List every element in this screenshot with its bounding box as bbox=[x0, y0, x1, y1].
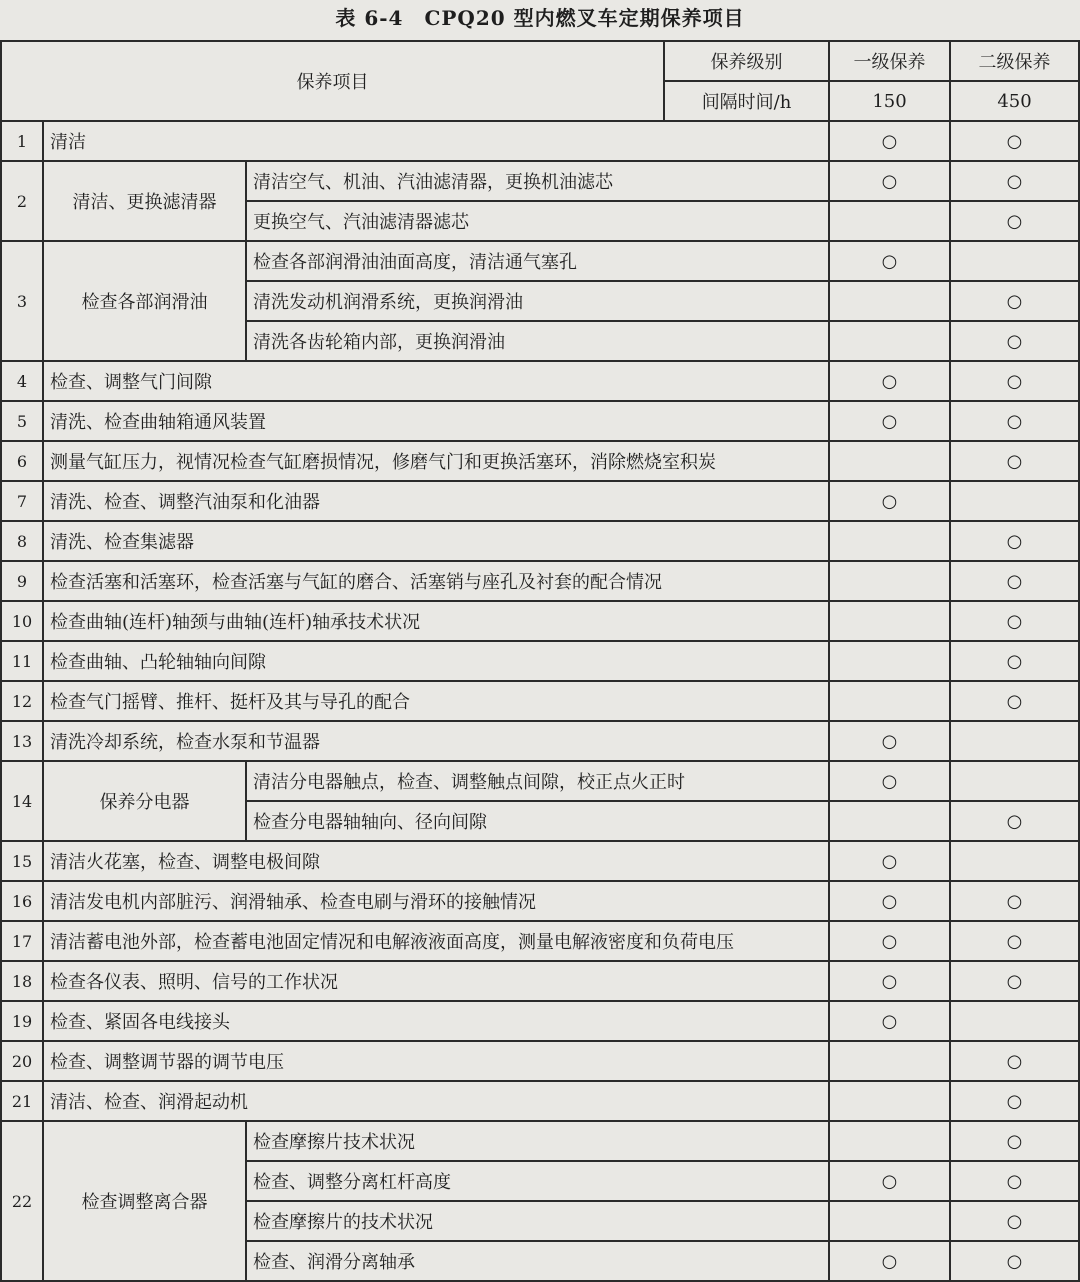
row-number: 21 bbox=[1, 1081, 43, 1121]
row-number: 22 bbox=[1, 1121, 43, 1281]
circle-mark-icon: ○ bbox=[1006, 690, 1023, 712]
table-row bbox=[1, 121, 1079, 161]
level2-mark-cell bbox=[950, 241, 1079, 281]
header-interval-label: 间隔时间/h bbox=[664, 81, 829, 121]
table-row bbox=[1, 241, 1079, 281]
row-number: 9 bbox=[1, 561, 43, 601]
sub-item: 清洁空气、机油、汽油滤清器，更换机油滤芯 bbox=[246, 161, 829, 201]
circle-mark-icon: ○ bbox=[1006, 1050, 1023, 1072]
level2-mark-cell bbox=[950, 721, 1079, 761]
level2-mark-cell bbox=[950, 681, 1079, 721]
item-name: 清洁蓄电池外部，检查蓄电池固定情况和电解液液面高度，测量电解液密度和负荷电压 bbox=[43, 921, 829, 961]
circle-mark-icon: ○ bbox=[881, 890, 898, 912]
row-number: 12 bbox=[1, 681, 43, 721]
item-name: 检查各部润滑油 bbox=[43, 241, 246, 361]
level1-mark-cell bbox=[829, 841, 950, 881]
sub-item: 检查摩擦片技术状况 bbox=[246, 1121, 829, 1161]
level2-mark-cell bbox=[950, 1001, 1079, 1041]
row-number: 14 bbox=[1, 761, 43, 841]
circle-mark-icon: ○ bbox=[1006, 1170, 1023, 1192]
level1-mark-cell bbox=[829, 1201, 950, 1241]
circle-mark-icon: ○ bbox=[881, 1010, 898, 1032]
table-row bbox=[1, 761, 1079, 801]
level1-mark-cell bbox=[829, 921, 950, 961]
item-name: 测量气缸压力，视情况检查气缸磨损情况，修磨气门和更换活塞环，消除燃烧室积炭 bbox=[43, 441, 829, 481]
level1-mark-cell bbox=[829, 201, 950, 241]
circle-mark-icon: ○ bbox=[1006, 1250, 1023, 1272]
level1-mark-cell bbox=[829, 601, 950, 641]
table-row bbox=[1, 1041, 1079, 1081]
item-name: 检查曲轴(连杆)轴颈与曲轴(连杆)轴承技术状况 bbox=[43, 601, 829, 641]
item-name: 检查、紧固各电线接头 bbox=[43, 1001, 829, 1041]
circle-mark-icon: ○ bbox=[1006, 290, 1023, 312]
circle-mark-icon: ○ bbox=[1006, 610, 1023, 632]
circle-mark-icon: ○ bbox=[1006, 1130, 1023, 1152]
header-level1: 一级保养 bbox=[829, 41, 950, 81]
circle-mark-icon: ○ bbox=[1006, 570, 1023, 592]
level2-mark-cell bbox=[950, 281, 1079, 321]
circle-mark-icon: ○ bbox=[1006, 1090, 1023, 1112]
level2-mark-cell bbox=[950, 201, 1079, 241]
circle-mark-icon: ○ bbox=[1006, 650, 1023, 672]
item-name: 清洁发电机内部脏污、润滑轴承、检查电刷与滑环的接触情况 bbox=[43, 881, 829, 921]
level2-mark-cell bbox=[950, 481, 1079, 521]
maintenance-table bbox=[0, 40, 1080, 1282]
level2-mark-cell bbox=[950, 401, 1079, 441]
level1-mark-cell bbox=[829, 121, 950, 161]
level1-mark-cell bbox=[829, 521, 950, 561]
circle-mark-icon: ○ bbox=[1006, 890, 1023, 912]
level2-mark-cell bbox=[950, 1201, 1079, 1241]
row-number: 5 bbox=[1, 401, 43, 441]
level2-mark-cell bbox=[950, 1081, 1079, 1121]
item-name: 清洗、检查集滤器 bbox=[43, 521, 829, 561]
item-name: 清洗、检查曲轴箱通风装置 bbox=[43, 401, 829, 441]
item-name: 清洁、更换滤清器 bbox=[43, 161, 246, 241]
item-name: 保养分电器 bbox=[43, 761, 246, 841]
level2-mark-cell bbox=[950, 321, 1079, 361]
table-row bbox=[1, 721, 1079, 761]
circle-mark-icon: ○ bbox=[1006, 210, 1023, 232]
sub-item: 检查、调整分离杠杆高度 bbox=[246, 1161, 829, 1201]
level1-mark-cell bbox=[829, 1121, 950, 1161]
circle-mark-icon: ○ bbox=[881, 250, 898, 272]
level2-mark-cell bbox=[950, 121, 1079, 161]
circle-mark-icon: ○ bbox=[1006, 810, 1023, 832]
level1-mark-cell bbox=[829, 321, 950, 361]
level1-mark-cell bbox=[829, 441, 950, 481]
circle-mark-icon: ○ bbox=[881, 730, 898, 752]
header-interval1: 150 bbox=[829, 81, 950, 121]
table-row bbox=[1, 481, 1079, 521]
level2-mark-cell bbox=[950, 161, 1079, 201]
circle-mark-icon: ○ bbox=[1006, 130, 1023, 152]
level1-mark-cell bbox=[829, 721, 950, 761]
row-number: 13 bbox=[1, 721, 43, 761]
table-row bbox=[1, 161, 1079, 201]
table-row bbox=[1, 1121, 1079, 1161]
table-row bbox=[1, 921, 1079, 961]
item-name: 清洗冷却系统，检查水泵和节温器 bbox=[43, 721, 829, 761]
circle-mark-icon: ○ bbox=[881, 410, 898, 432]
level2-mark-cell bbox=[950, 1121, 1079, 1161]
row-number: 20 bbox=[1, 1041, 43, 1081]
table-row bbox=[1, 521, 1079, 561]
circle-mark-icon: ○ bbox=[881, 130, 898, 152]
header-interval2: 450 bbox=[950, 81, 1079, 121]
row-number: 3 bbox=[1, 241, 43, 361]
table-row bbox=[1, 441, 1079, 481]
level2-mark-cell bbox=[950, 841, 1079, 881]
circle-mark-icon: ○ bbox=[1006, 170, 1023, 192]
sub-item: 更换空气、汽油滤清器滤芯 bbox=[246, 201, 829, 241]
level1-mark-cell bbox=[829, 1161, 950, 1201]
level2-mark-cell bbox=[950, 601, 1079, 641]
level1-mark-cell bbox=[829, 881, 950, 921]
sub-item: 清洗各齿轮箱内部，更换润滑油 bbox=[246, 321, 829, 361]
sub-item: 清洁分电器触点，检查、调整触点间隙，校正点火正时 bbox=[246, 761, 829, 801]
item-name: 检查各仪表、照明、信号的工作状况 bbox=[43, 961, 829, 1001]
row-number: 2 bbox=[1, 161, 43, 241]
level1-mark-cell bbox=[829, 681, 950, 721]
circle-mark-icon: ○ bbox=[1006, 370, 1023, 392]
level1-mark-cell bbox=[829, 761, 950, 801]
item-name: 检查、调整气门间隙 bbox=[43, 361, 829, 401]
level2-mark-cell bbox=[950, 641, 1079, 681]
header-item-column: 保养项目 bbox=[1, 41, 664, 121]
row-number: 10 bbox=[1, 601, 43, 641]
item-name: 检查调整离合器 bbox=[43, 1121, 246, 1281]
circle-mark-icon: ○ bbox=[1006, 930, 1023, 952]
level1-mark-cell bbox=[829, 801, 950, 841]
row-number: 17 bbox=[1, 921, 43, 961]
level2-mark-cell bbox=[950, 361, 1079, 401]
level1-mark-cell bbox=[829, 161, 950, 201]
sub-item: 检查各部润滑油油面高度，清洁通气塞孔 bbox=[246, 241, 829, 281]
level2-mark-cell bbox=[950, 921, 1079, 961]
level1-mark-cell bbox=[829, 561, 950, 601]
circle-mark-icon: ○ bbox=[1006, 450, 1023, 472]
table-row bbox=[1, 401, 1079, 441]
item-name: 检查活塞和活塞环，检查活塞与气缸的磨合、活塞销与座孔及衬套的配合情况 bbox=[43, 561, 829, 601]
circle-mark-icon: ○ bbox=[1006, 970, 1023, 992]
circle-mark-icon: ○ bbox=[1006, 1210, 1023, 1232]
level2-mark-cell bbox=[950, 561, 1079, 601]
row-number: 15 bbox=[1, 841, 43, 881]
row-number: 8 bbox=[1, 521, 43, 561]
circle-mark-icon: ○ bbox=[881, 170, 898, 192]
circle-mark-icon: ○ bbox=[881, 850, 898, 872]
circle-mark-icon: ○ bbox=[881, 1170, 898, 1192]
level2-mark-cell bbox=[950, 881, 1079, 921]
circle-mark-icon: ○ bbox=[1006, 330, 1023, 352]
circle-mark-icon: ○ bbox=[881, 1250, 898, 1272]
level1-mark-cell bbox=[829, 641, 950, 681]
level1-mark-cell bbox=[829, 1041, 950, 1081]
table-row bbox=[1, 1081, 1079, 1121]
level1-mark-cell bbox=[829, 241, 950, 281]
item-name: 清洁 bbox=[43, 121, 829, 161]
table-row bbox=[1, 1001, 1079, 1041]
row-number: 11 bbox=[1, 641, 43, 681]
circle-mark-icon: ○ bbox=[881, 370, 898, 392]
level1-mark-cell bbox=[829, 481, 950, 521]
table-title: 表 6-4 CPQ20 型内燃叉车定期保养项目 bbox=[335, 6, 745, 30]
circle-mark-icon: ○ bbox=[881, 970, 898, 992]
row-number: 19 bbox=[1, 1001, 43, 1041]
level2-mark-cell bbox=[950, 961, 1079, 1001]
circle-mark-icon: ○ bbox=[881, 490, 898, 512]
item-name: 检查、调整调节器的调节电压 bbox=[43, 1041, 829, 1081]
table-body bbox=[1, 121, 1079, 1281]
table-row bbox=[1, 841, 1079, 881]
level1-mark-cell bbox=[829, 361, 950, 401]
level1-mark-cell bbox=[829, 401, 950, 441]
level1-mark-cell bbox=[829, 1241, 950, 1281]
level1-mark-cell bbox=[829, 961, 950, 1001]
sub-item: 清洗发动机润滑系统，更换润滑油 bbox=[246, 281, 829, 321]
level2-mark-cell bbox=[950, 1041, 1079, 1081]
item-name: 检查曲轴、凸轮轴轴向间隙 bbox=[43, 641, 829, 681]
level2-mark-cell bbox=[950, 801, 1079, 841]
level1-mark-cell bbox=[829, 281, 950, 321]
item-name: 清洗、检查、调整汽油泵和化油器 bbox=[43, 481, 829, 521]
item-name: 清洁火花塞，检查、调整电极间隙 bbox=[43, 841, 829, 881]
level2-mark-cell bbox=[950, 521, 1079, 561]
row-number: 18 bbox=[1, 961, 43, 1001]
table-row bbox=[1, 641, 1079, 681]
row-number: 16 bbox=[1, 881, 43, 921]
circle-mark-icon: ○ bbox=[1006, 530, 1023, 552]
table-row bbox=[1, 361, 1079, 401]
table-row bbox=[1, 561, 1079, 601]
sub-item: 检查摩擦片的技术状况 bbox=[246, 1201, 829, 1241]
sub-item: 检查、润滑分离轴承 bbox=[246, 1241, 829, 1281]
circle-mark-icon: ○ bbox=[881, 770, 898, 792]
table-row bbox=[1, 681, 1079, 721]
level2-mark-cell bbox=[950, 441, 1079, 481]
row-number: 1 bbox=[1, 121, 43, 161]
item-name: 检查气门摇臂、推杆、挺杆及其与导孔的配合 bbox=[43, 681, 829, 721]
level2-mark-cell bbox=[950, 761, 1079, 801]
table-row bbox=[1, 601, 1079, 641]
row-number: 7 bbox=[1, 481, 43, 521]
sub-item: 检查分电器轴轴向、径向间隙 bbox=[246, 801, 829, 841]
item-name: 清洁、检查、润滑起动机 bbox=[43, 1081, 829, 1121]
level2-mark-cell bbox=[950, 1241, 1079, 1281]
row-number: 6 bbox=[1, 441, 43, 481]
header-level-label: 保养级别 bbox=[664, 41, 829, 81]
level1-mark-cell bbox=[829, 1081, 950, 1121]
circle-mark-icon: ○ bbox=[881, 930, 898, 952]
table-row bbox=[1, 881, 1079, 921]
header-level2: 二级保养 bbox=[950, 41, 1079, 81]
row-number: 4 bbox=[1, 361, 43, 401]
table-row bbox=[1, 961, 1079, 1001]
circle-mark-icon: ○ bbox=[1006, 410, 1023, 432]
level2-mark-cell bbox=[950, 1161, 1079, 1201]
level1-mark-cell bbox=[829, 1001, 950, 1041]
